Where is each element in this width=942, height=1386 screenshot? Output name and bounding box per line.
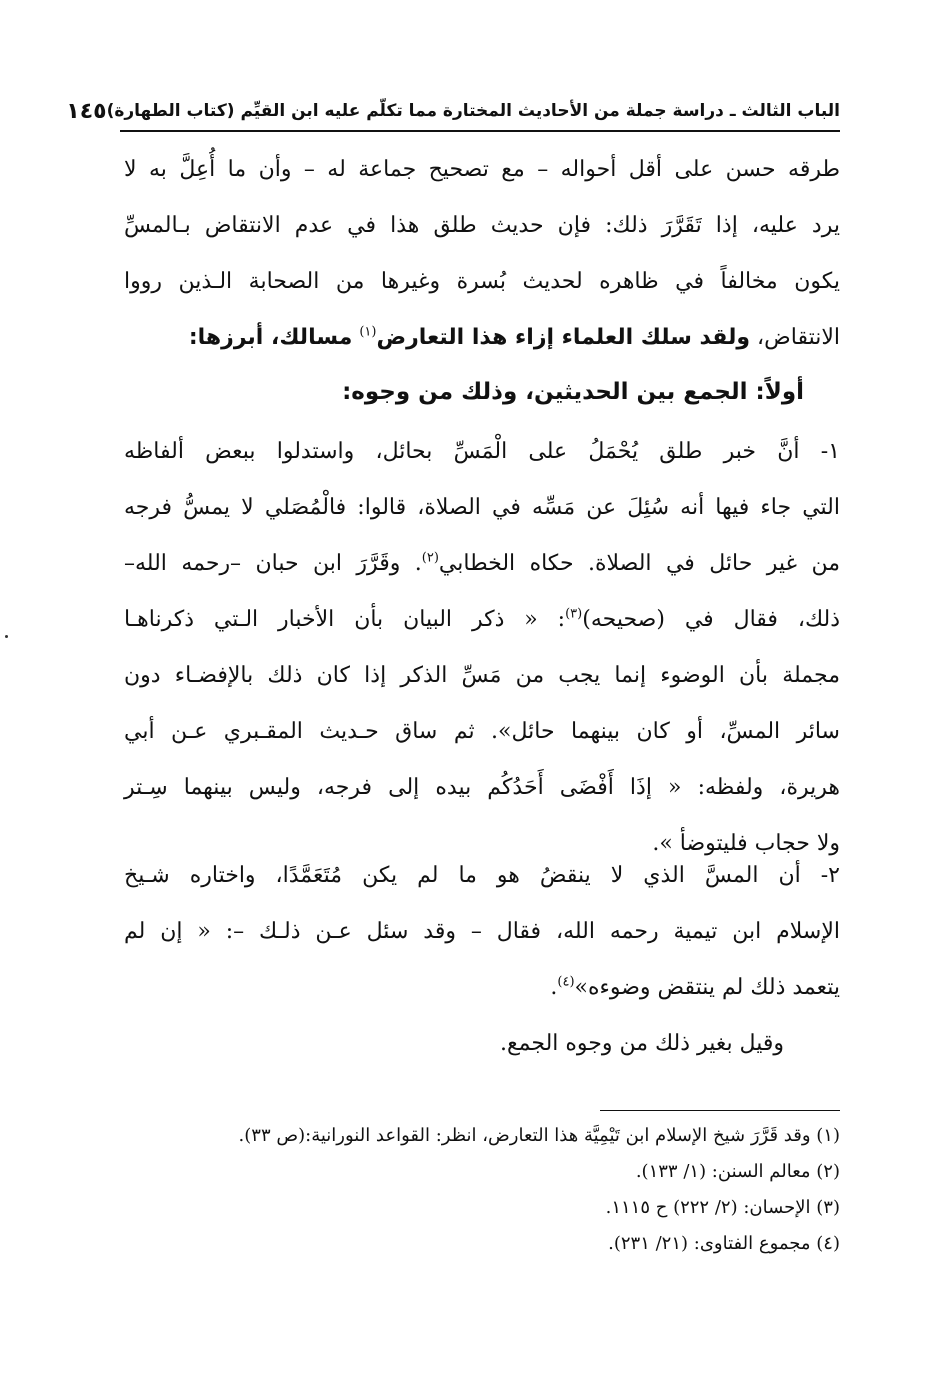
para1-line-6: سائر المسِّ، أو كان بينهما حائل». ثم ساق حـديث المقـبري عـن أبي [124,719,840,744]
footnote-4: (٤) مجموع الفتاوى: (٢١/ ٢٣١). [608,1233,840,1254]
paragraph-2 [124,848,840,1016]
footnote-3: (٣) الإحسان: (٢/ ٢٢٢) ح ١١١٥. [605,1197,840,1218]
para1-line-5: مجملة بأن الوضوء إنما يجب من مَسِّ الذكر إذا كان ذلك بالإفضـاء دون [124,663,840,688]
intro-line-3: يكون مخالفاً في ظاهره لحديث بُسرة وغيرها من الصحابة الـذين رووا [124,269,840,294]
footnote-ref-2: (٢) [421,550,439,566]
scan-speck [5,635,8,638]
para2-line-3-tail: . [550,975,558,1000]
para1-line-1: ١- أنَّ خبر طلق يُحْمَلُ على الْمَسِّ بحائل، واستدلوا ببعض ألفاظه [124,439,840,464]
para2-line-3 [124,960,840,1016]
header-rule [120,130,840,132]
intro-line-4-plain: الانتقاض، [757,325,840,350]
intro-line-1: طرقه حسن على أقل أحواله – مع تصحيح جماعة له – وأن ما أُعِلَّ به لا [124,157,840,182]
intro-line-4-bold-b: مسالك، أبرزها: [188,325,353,350]
footnotes [120,1118,840,1262]
para2-line-2: الإسلام ابن تيمية رحمه الله، فقال – وقد سئل عـن ذلـك –: « إن لم [124,919,840,944]
para1-line-4-tail: : « ذكر البيان بأن الأخبار الـتي ذكرناهـا [124,607,566,632]
footnote-ref-1: (١) [359,324,377,340]
para1-line-4 [124,592,840,648]
closing-line: وقيل بغير ذلك من وجوه الجمع. [499,1031,784,1056]
intro-line-4 [124,310,840,366]
footnote-2: (٢) معالم السنن: (١/ ١٣٣). [635,1161,840,1182]
closing-paragraph [124,1016,784,1072]
para1-line-3 [124,536,840,592]
para1-line-2: التي جاء فيها أنه سُئِلَ عن مَسِّه في الصلاة، قالوا: فالْمُصَلي لا يمسُّ فرجه [124,495,840,520]
footnote-ref-3: (٣) [565,606,583,622]
para1-line-4-text: ذلك، فقال في (صحيحه) [582,607,840,632]
section-heading: أولاً: الجمع بين الحديثين، وذلك من وجوه: [342,379,804,405]
para1-line-3-tail: . وقَرَّرَ ابن حبان –رحمه الله– [124,551,422,576]
intro-paragraph [124,142,840,366]
para1-line-3-text: من غير حائل في الصلاة. حكاه الخطابي [438,551,840,576]
intro-line-4-bold-a: ولقد سلك العلماء إزاء هذا التعارض [376,325,751,350]
footnote-separator [600,1110,840,1111]
para2-line-1: ٢- أن المسَّ الذي لا ينقضُ هو ما لم يكن مُتَعَمَّدًا، واختاره شـيخ [124,863,840,888]
para1-line-7: هريرة، ولفظه: « إذَا أَفْضَى أَحَدُكُم بيده إلى فرجه، وليس بينهما سِـتر [124,775,840,800]
header-title: الباب الثالث ـ دراسة جملة من الأحاديث المختارة مما تكلّم عليه ابن القيِّم (كتاب الطهارة) [106,101,840,121]
intro-line-2: يرد عليه، إذا تَقَرَّرَ ذلك: فإن حديث طلق هذا في عدم الانتقاض بـالمسِّ [124,213,840,238]
paragraph-1 [124,424,840,872]
running-header [66,96,840,126]
footnote-1: (١) وقد قَرَّرَ شيخ الإسلام ابن تَيْمِيَّة هذا التعارض، انظر: القواعد النورانية:(ص ٣٣). [238,1125,840,1146]
para2-line-3-text: يتعمد ذلك لم ينتقض وضوءه» [574,975,840,1000]
para1-line-8: ولا حجاب فليتوضأ ». [652,831,840,856]
footnote-ref-4: (٤) [557,974,575,990]
page-number: ١٤٥ [66,98,107,124]
